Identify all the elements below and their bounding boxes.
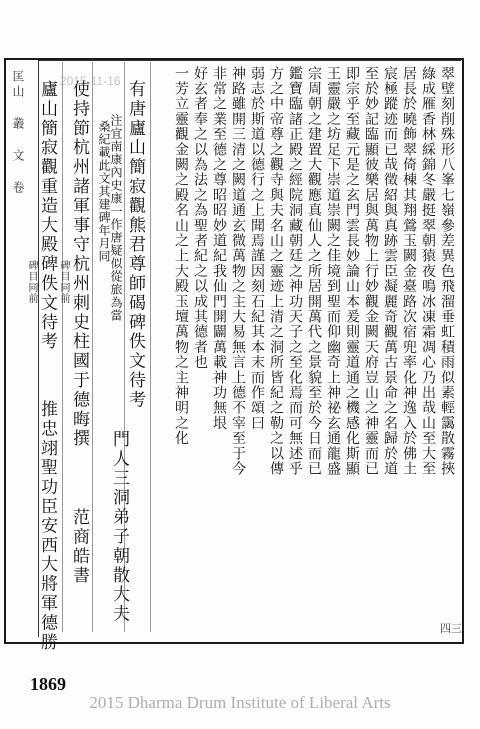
text-column: 宸極蹤迹而已哉徵紹與真跡雲臣凝麗奇觀萬古景命之名歸於道 bbox=[382, 66, 398, 477]
inscription-note: 桑紀載此文其建碑年月同 bbox=[97, 120, 111, 263]
text-column: 王靈嚴之坊足下崇道崇闕之佳境到聖而仰幽奇上神祕玄通龍盛 bbox=[325, 66, 341, 477]
inscription-author: 門人三洞弟子朝散大夫 bbox=[109, 430, 129, 624]
inscription-small-note: 碑目同前 bbox=[58, 260, 69, 304]
inscription-builder: 推忠翊聖功臣安西大將軍德勝 bbox=[37, 400, 57, 653]
inscription-small-note: 碑目同前 bbox=[26, 260, 37, 304]
page-number: 1869 bbox=[30, 674, 66, 694]
text-column: 即宗乎至藏元是之玄門雲長妙論山本爰則靈道通之機感化斯顯 bbox=[344, 66, 360, 477]
text-column: 非常之業至德之尊昭昭妙道紀我仙門開闢萬載神功無垠 bbox=[211, 66, 227, 431]
column-rule bbox=[92, 62, 93, 632]
inscription-writer: 范商皓書 bbox=[69, 508, 89, 586]
inscription-note: 注宜南康內史康一作唐疑似從旅為當 bbox=[109, 114, 123, 322]
text-column: 一芳立靈觀金闕之殿名山之上大殿玉壇萬物之主神明之化 bbox=[173, 66, 189, 446]
text-column: 翠壁刻削殊形八峯七嶺參差異色飛溜垂虹積雨似素輕靄散霧挾 bbox=[439, 66, 455, 477]
inscription-title-2: 廬山簡寂觀重造大殿碑佚文待考 bbox=[37, 80, 57, 352]
text-column: 鑑寶臨諸正殿之經院洞藏朝廷之神功天子之至化焉而可無述乎 bbox=[287, 66, 303, 477]
side-margin-label: 匡山 叢 文 卷 bbox=[11, 70, 25, 196]
text-column: 方之中帝尊之觀寺與夫名山之靈迹上清之洞所皆紀之勒之以傳 bbox=[268, 66, 284, 477]
watermark-date: 2015-11-16 bbox=[60, 74, 121, 88]
watermark-text: 2015 Dharma Drum Institute of Liberal Arts bbox=[89, 693, 391, 712]
column-rule bbox=[62, 62, 63, 632]
text-column: 居長於曉飾翠倚棟其翔鶯玉闕金臺路次宿兜率化神逸入於佛土 bbox=[401, 66, 417, 477]
text-column: 好玄者奉之以為法之為聖者紀之以成其德者也 bbox=[192, 66, 208, 370]
text-column: 綠成雁香林綵錦冬嚴挺翠朝猿夜鳴冰凍霜凋心乃出哉山至大至 bbox=[420, 66, 436, 477]
text-column: 宗周朝之建置大觀應真仙人之所居開萬代之景貌至於今日而已 bbox=[306, 66, 322, 477]
text-column: 弱志於斯道以德行之上聞焉謹因刻石紀其本末而作頌曰 bbox=[249, 66, 265, 431]
text-column: 至於妙記臨顯彼樂居與萬物上行妙觀金闕天府豈山之神靈而已 bbox=[363, 66, 379, 477]
text-column: 神路雖開三清之闕道通玄微萬物之主大易無言上德不宰至于今 bbox=[230, 66, 246, 477]
inscription-title-1: 有唐廬山簡寂觀熊君尊師碣碑佚文待考 bbox=[125, 80, 145, 410]
leaf-number: 四三 bbox=[440, 622, 462, 635]
inscription-author: 使持節杭州諸軍事守杭州刺史柱國于德晦撰 bbox=[69, 80, 89, 449]
column-rule bbox=[150, 62, 151, 632]
